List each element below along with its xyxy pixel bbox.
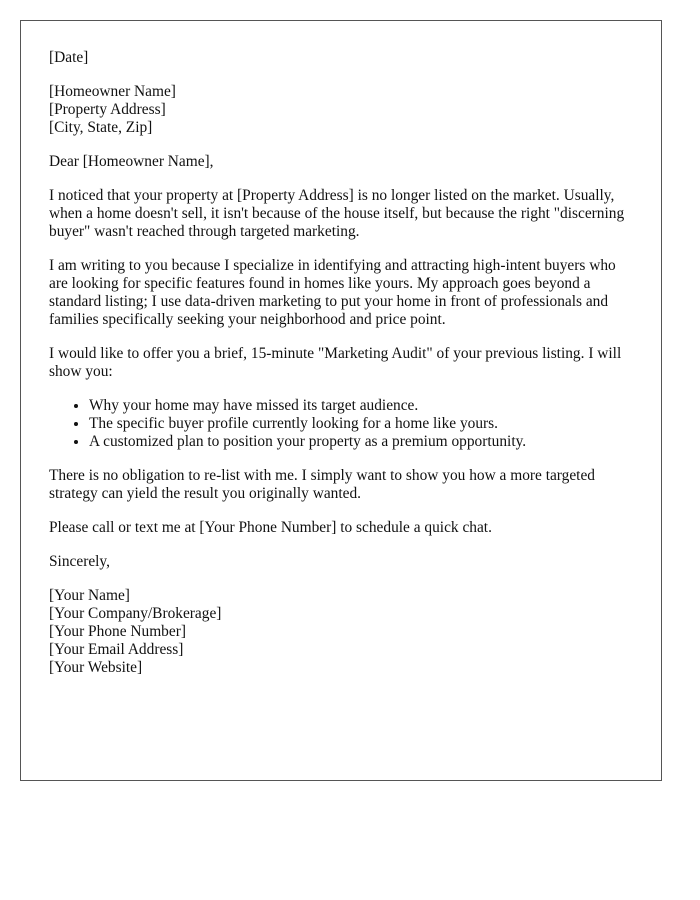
signature-email: [Your Email Address]: [49, 641, 184, 658]
benefit-item: • Why your home may have missed its target audience.: [89, 397, 637, 415]
closing-paragraph-2: Please call or text me at [Your Phone Number] to schedule a quick chat.: [49, 519, 492, 536]
signature-company: [Your Company/Brokerage]: [49, 605, 222, 622]
signature-phone: [Your Phone Number]: [49, 623, 186, 640]
signature-website: [Your Website]: [49, 659, 143, 676]
recipient-block: [49, 83, 637, 137]
letter-date: [Date]: [49, 49, 89, 66]
letter-page: [20, 20, 662, 781]
benefit-item: • The specific buyer profile currently looking for a home like yours.: [89, 415, 637, 433]
recipient-city-state-zip: [City, State, Zip]: [49, 119, 153, 136]
signature-name: [Your Name]: [49, 587, 130, 604]
recipient-address: [Property Address]: [49, 101, 166, 118]
body-paragraph-3: I would like to offer you a brief, 15-minute "Marketing Audit" of your previous listing. I will show you:: [49, 345, 622, 380]
recipient-name: [Homeowner Name]: [49, 83, 176, 100]
body-paragraph-2: I am writing to you because I specialize in identifying and attracting high-intent buyers who are looking for specific features found in homes like yours. My approach goes beyond a standard listing; I use data-driven marketing to put your home in front of professionals and families specifically seeking your neighborhood and price point.: [49, 257, 616, 328]
salutation: Dear [Homeowner Name],: [49, 153, 214, 170]
benefit-item: • A customized plan to position your property as a premium opportunity.: [89, 433, 637, 451]
body-paragraph-1: I noticed that your property at [Property Address] is no longer listed on the market. Usually, when a home doesn't sell, it isn't because of the house itself, but because the right "discerning buyer" wasn't reached through targeted marketing.: [49, 187, 625, 240]
benefits-list: [49, 397, 637, 451]
closing-paragraph-1: There is no obligation to re-list with me. I simply want to show you how a more targeted strategy can yield the result you originally wanted.: [49, 467, 595, 502]
signoff: Sincerely,: [49, 553, 110, 570]
signature-block: [49, 587, 637, 677]
